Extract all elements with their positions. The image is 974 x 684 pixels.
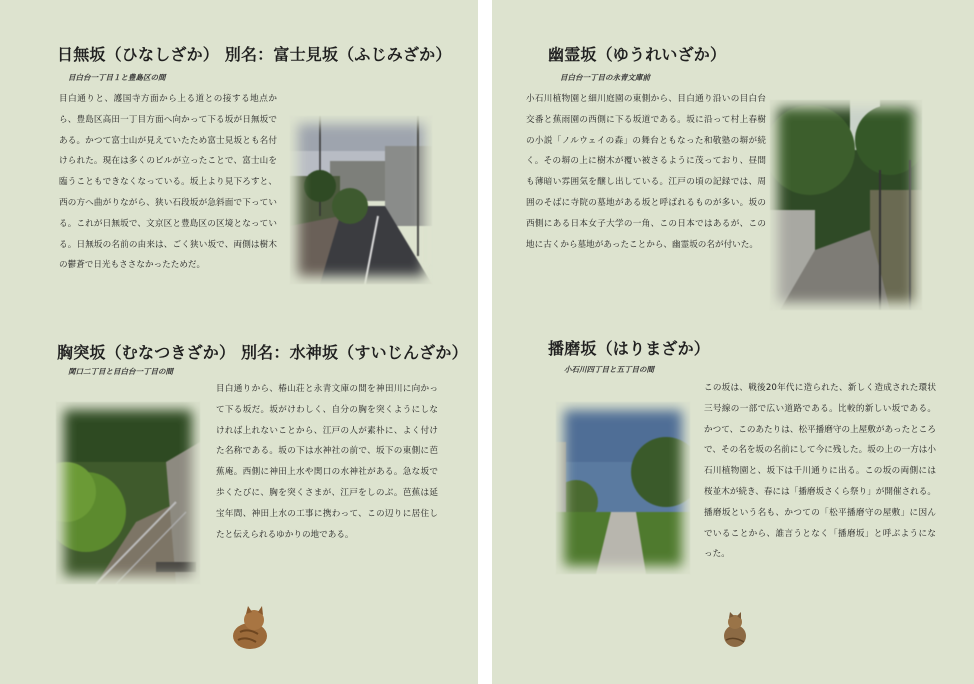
section-body-harimazaka: この坂は、戦後20年代に造られた、新しく造成された環状三号線の一部で広い道路である。比較的新しい坂である。かつて、このあたりは、松平播磨守の上屋敷があったところで、その名を坂の名前にして今に残した。坂の上の一方は小石川植物園と、坂下は千川通りに出る。この坂の両側には桜並木が続き、春には「播磨坂さくら祭り」が開催される。播磨坂という名も、かつての「松平播磨守の屋敷」に因んでいることから、誰言うとなく「播磨坂」と呼ぶようになった。 bbox=[704, 383, 936, 560]
cat-illustration-small bbox=[720, 612, 750, 648]
section-title-munatsukizaka: 胸突坂（むなつきざか） 別名：水神坂（すいじんざか） bbox=[57, 343, 468, 362]
photo-hinashizaka-street bbox=[290, 116, 432, 284]
section-title-yureizaka: 幽霊坂（ゆうれいざか） bbox=[548, 45, 727, 64]
section-subtitle-hinashizaka: 目白台一丁目１と豊島区の間 bbox=[68, 73, 166, 82]
section-title-harimazaka: 播磨坂（はりまざか） bbox=[548, 339, 711, 358]
section-title-hinashizaka: 日無坂（ひなしざか） 別名：富士見坂（ふじみざか） bbox=[57, 45, 452, 64]
photo-yureizaka-path bbox=[770, 100, 922, 310]
cat-illustration bbox=[228, 606, 270, 650]
photo-munatsukizaka-stairs bbox=[56, 402, 200, 584]
section-body-yureizaka: 小石川植物園と細川庭園の東側から、目白通り沿いの目白台交番と蕉雨園の西側に下る坂道である。坂に沿って村上春樹の小説「ノルウェイの森」の舞台ともなった和敬塾の塀が続く。その塀の上に樹木が覆い被さるように茂っており、昼間も薄暗い雰囲気を醸し出している。江戸の頃の記録では、周囲のそばに寺院の墓地がある坂と呼ばれるものが多い。坂の西側にある日本女子大学の一角、この日本ではあるが、この地に古くから墓地があったことから、幽霊坂の名が付いた。 bbox=[526, 94, 766, 250]
section-body-hinashizaka: 目白通りと、護国寺方面から上る道との接する地点から、豊島区高田一丁目方面へ向かって下る坂が日無坂である。かつて富士山が見えていたため富士見坂とも名付けられた。現在は多くのビルが立ったことで、富士山を臨うこともできなくなっている。坂上より見下ろすと、西の方へ曲がりながら、狭い石段坂が急斜面で下っている。これが日無坂で、文京区と豊島区の区境となっている。日無坂の名前の由来は、ごく狭い坂で、両側は樹木の鬱蒼で日光もささなかったためだ。 bbox=[59, 94, 277, 271]
section-subtitle-harimazaka: 小石川四丁目と五丁目の間 bbox=[564, 365, 654, 374]
section-subtitle-yureizaka: 目白台一丁目の永青文庫前 bbox=[560, 73, 650, 82]
photo-harimazaka-promenade bbox=[556, 402, 690, 574]
left-page bbox=[0, 0, 478, 684]
right-page bbox=[492, 0, 974, 684]
section-subtitle-munatsukizaka: 関口二丁目と目白台一丁目の間 bbox=[68, 367, 173, 376]
section-body-munatsukizaka: 目白通りから、椿山荘と永青文庫の間を神田川に向かって下る坂だ。坂がけわしく、自分の胸を突くようにしなければ上れないことから、江戸の人が素朴に、よく付けた名称である。坂の下は水神社の前で、坂下の東側に芭蕉庵。西側に神田上水や関口の水神社がある。急な坂で歩くたびに、胸を突くさまが、江戸をしのぶ。芭蕉は延宝年間、神田上水の工事に携わって、この辺りに居住したと伝えられるゆかりの地である。 bbox=[216, 384, 438, 540]
